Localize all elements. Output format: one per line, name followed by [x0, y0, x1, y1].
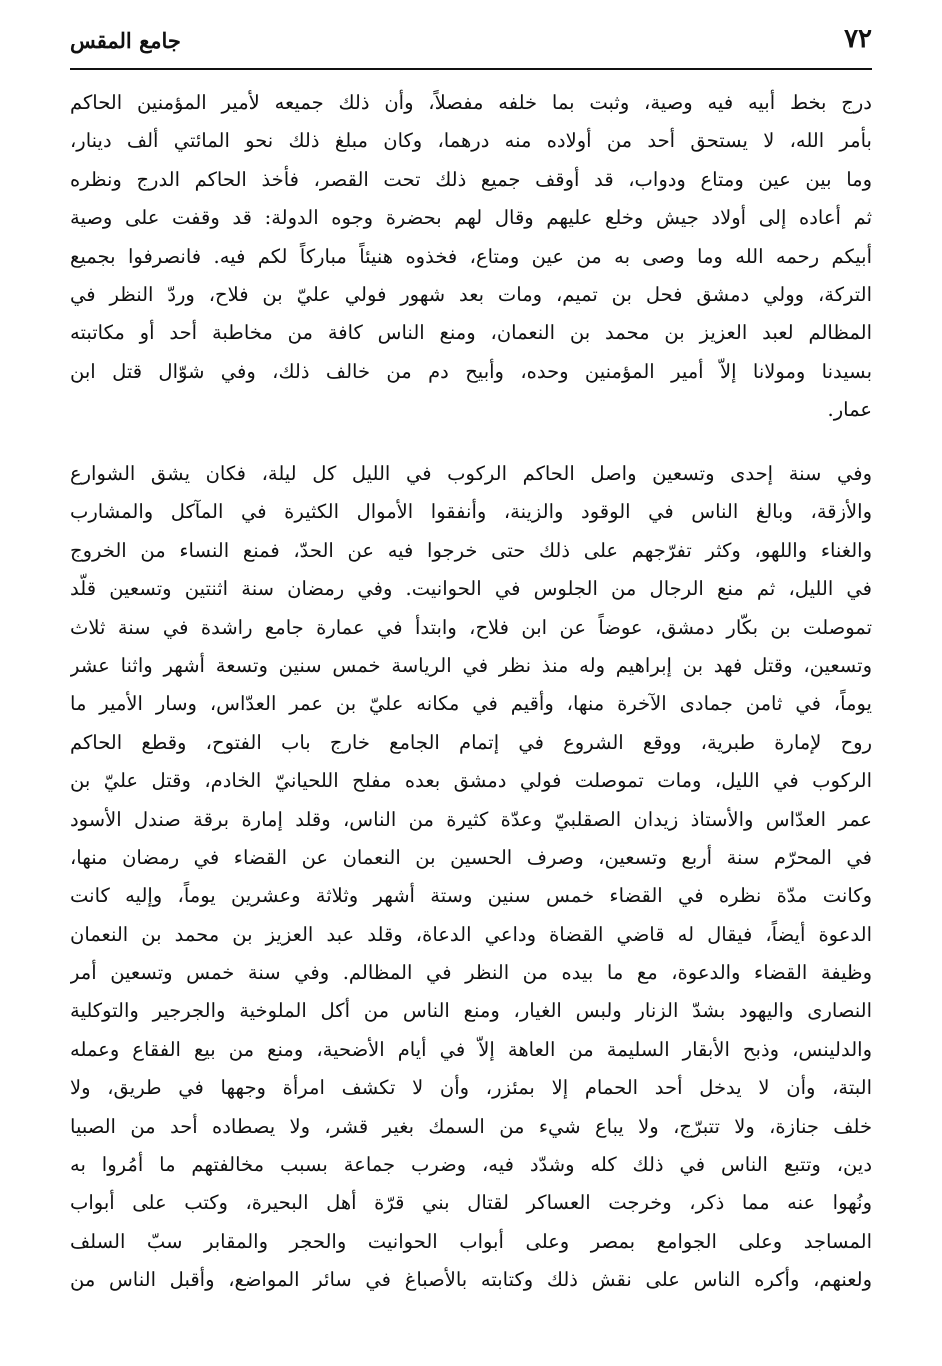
- paragraph-2: [70, 455, 872, 1300]
- text-line: عمار.: [827, 398, 872, 422]
- running-header: [70, 18, 872, 70]
- text-line: والغناء واللهو، وكثر تفرّجهم على ذلك حتى خرجوا فيه عن الحدّ، فمنع النساء من الخروج: [70, 538, 872, 562]
- text-line: أبيكم رحمه الله وما وصى به من عين ومتاع، فخذوه هنيئاً مباركاً لكم فيه. فانصرفوا بجميع: [70, 244, 872, 268]
- text-line: التركة، وولي دمشق فحل بن تميم، ومات بعد شهور فولي عليّ بن فلاح، وردّ النظر في: [70, 282, 872, 306]
- text-line: والأزقة، وبالغ الناس في الوقود والزينة، وأنفقوا الأموال الكثيرة في المآكل والمشارب: [70, 500, 872, 524]
- text-line: في الليل، ثم منع الرجال من الجلوس في الحوانيت. وفي رمضان سنة اثنتين وتسعين قلّد: [70, 577, 872, 601]
- text-line: وفي سنة إحدى وتسعين واصل الحاكم الركوب في الليل كل ليلة، فكان يشق الشوارع: [70, 462, 872, 485]
- text-line: بأمر الله، لا يستحق أحد من أولاده منه درهما، وكان مبلغ ذلك نحو المائتي ألف دينار،: [70, 129, 872, 153]
- text-line: المظالم لعبد العزيز بن محمد بن النعمان، ومنع الناس كافة من مخاطبة أحد أو مكاتبته: [70, 321, 872, 345]
- text-line: بسيدنا ومولانا إلاّ أمير المؤمنين وحده، وأبيح دم من خالف ذلك، وفي شوّال قتل ابن: [70, 359, 872, 383]
- text-line: وكانت مدّة نظره في القضاء خمس سنين وستة أشهر وثلاثة وعشرين يوماً، وإليه كانت: [70, 884, 872, 908]
- running-title: جامع المقس: [70, 28, 181, 53]
- text-line: النصارى واليهود بشدّ الزنار ولبس الغيار، ومنع الناس من أكل الملوخية والجرجير والتوكلية: [70, 999, 872, 1023]
- text-line: وظيفة القضاء والدعوة، مع ما بيده من النظر في المظالم. وفي سنة خمس وتسعين أمر: [70, 961, 872, 985]
- text-line: الركوب في الليل، ومات تموصلت فولي دمشق بعده مفلح اللحيانيّ الخادم، وقتل عليّ بن: [70, 769, 872, 793]
- text-line: والدلينس، وذبح الأبقار السليمة من العاهة إلاّ في أيام الأضحية، ومنع من بيع الفقاع وعمله: [70, 1037, 872, 1061]
- text-line: ولعنهم، وأكره الناس على نقش ذلك وكتابته بالأصباغ في سائر المواضع، وأقبل الناس من: [70, 1268, 872, 1292]
- text-line: عمر العدّاس والأستاذ زيدان الصقلبيّ وعدّة كثيرة من الناس، وقلد إمارة برقة صندل الأسود: [70, 807, 872, 831]
- text-line: ثم أعاده إلى أولاد جيش وخلع عليهم وقال لهم بحضرة وجوه الدولة: قد وقفت على وصية: [70, 206, 872, 230]
- text-line: يوماً، في ثامن جمادى الآخرة منها، وأقيم في مكانه عليّ بن عمر العدّاس، وسار الأمير ما: [70, 692, 872, 716]
- text-line: ونُهوا عنه مما ذكر، وخرجت العساكر لقتال بني قرّة أهل البحيرة، وكتب على أبواب: [70, 1191, 872, 1215]
- text-line: روح لإمارة طبرية، ووقع الشروع في إتمام الجامع خارج باب الفتوح، وقطع الحاكم: [70, 730, 872, 754]
- text-line: الدعوة أيضاً، فيقال له قاضي القضاة وداعي الدعاة، وقلد عبد العزيز بن محمد بن النعمان: [70, 922, 872, 946]
- text-line: في المحرّم سنة أربع وتسعين، وصرف الحسين بن النعمان عن القضاء في رمضان منها،: [70, 845, 872, 869]
- text-line: المساجد وعلى الجوامع بمصر وعلى أبواب الحوانيت والحجر والمقابر سبّ السلف: [70, 1229, 872, 1253]
- text-line: وتسعين، وقتل فهد بن إبراهيم وله منذ نظر في الرياسة خمس سنين وتسعة أشهر واثنا عشر: [70, 653, 872, 677]
- text-line: خلف جنازة، ولا تتبرّج، ولا يباع شيء من السمك بغير قشر، ولا يصطاده أحد من الصبيا: [70, 1114, 872, 1138]
- text-line: دين، وتتبع الناس في ذلك كله وشدّد فيه، وضرب جماعة بسبب مخالفتهم ما أمُروا به: [70, 1153, 872, 1177]
- text-line: البتة، وأن لا يدخل أحد الحمام إلا بمئزر، وأن لا تكشف امرأة وجهها في طريق، ولا: [70, 1076, 872, 1100]
- text-line: وما بين عين ومتاع ودواب، قد أوقف جميع ذلك تحت القصر، فأخذ الحاكم الدرج ونظره: [70, 167, 872, 191]
- paragraph-1: [70, 84, 872, 430]
- page-number: ٧٢: [844, 24, 872, 54]
- text-line: تموصلت بن بكّار دمشق، عوضاً عن ابن فلاح، وابتدأ في عمارة جامع راشدة في سنة ثلاث: [70, 615, 872, 639]
- text-line: درج بخط أبيه فيه وصية، وثبت بما خلفه مفصلاً، وأن ذلك جميعه لأمير المؤمنين الحاكم: [70, 91, 872, 114]
